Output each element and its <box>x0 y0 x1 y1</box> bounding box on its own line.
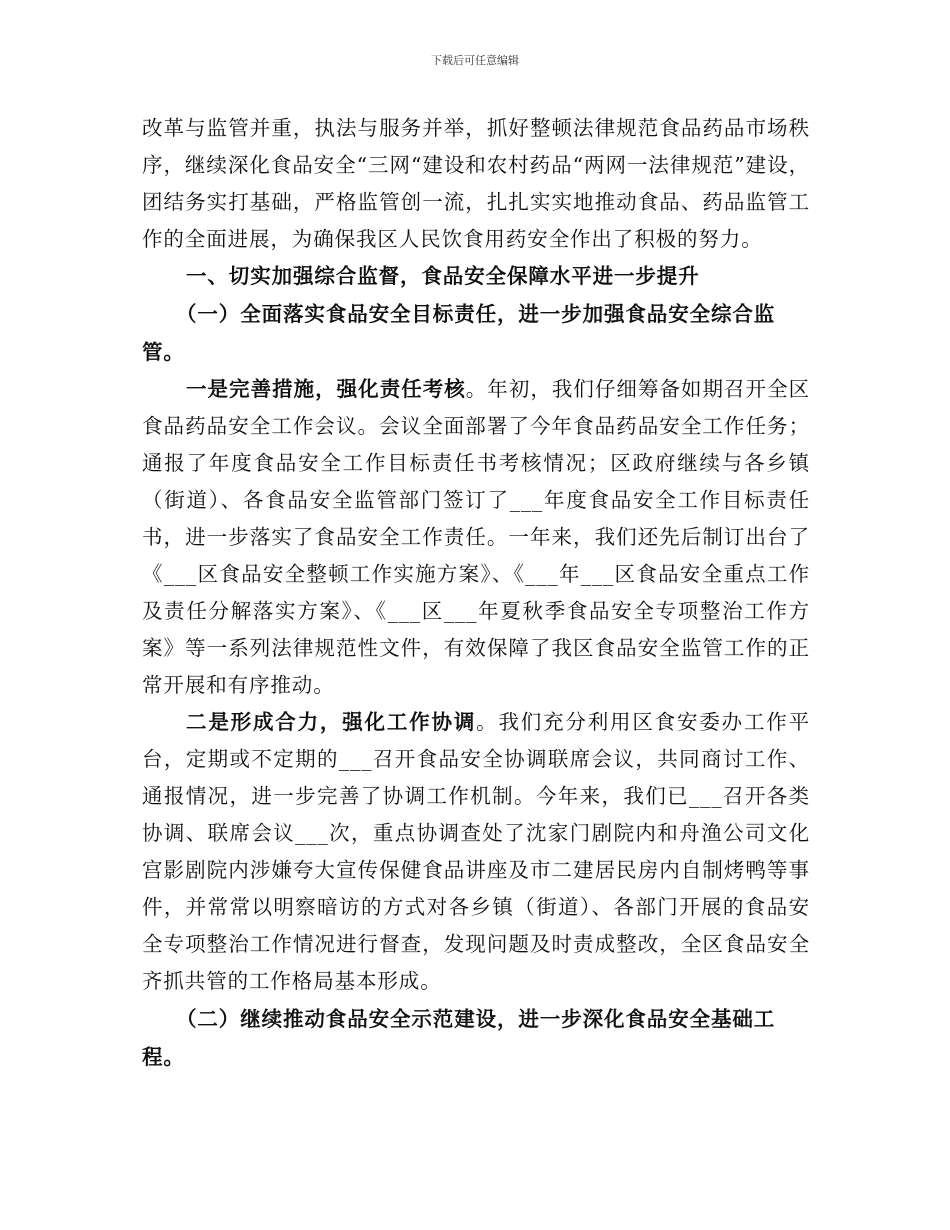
subsection-heading-2: （二）继续推动食品安全示范建设，进一步深化食品安全基础工程。 <box>142 1007 776 1069</box>
paragraph-1-body: 。年初，我们仔细筹备如期召开全区食品药品安全工作会议。会议全面部署了今年食品药品安全工作任务；通报了年度食品安全工作目标责任书考核情况；区政府继续与各乡镇（街道）、各食品安全监管部门签订了___年度食品安全工作目标责任书，进一步落实了食品安全工作责任。一年来，我们还先后制订出台了《___区食品安全整顿工作实施方案》、《___年___区食品安全重点工作及责任分解落实方案》、《___区___年夏秋季食品安全专项整治工作方案》等一系列法律规范性文件，有效保障了我区食品安全监管工作的正常开展和有序推动。 <box>142 377 810 697</box>
paragraph-intro: 改革与监管并重，执法与服务并举，抓好整顿法律规范食品药品市场秩序，继续深化食品安全“三网“建设和农村药品“两网一法律规范”建设，团结务实打基础，严格监管创一流，扎扎实实地推动食品、药品监管工作的全面进展，为确保我区人民饮食用药安全作出了积极的努力。 <box>142 116 810 251</box>
paragraph-1-lead: 一是完善措施，强化责任考核 <box>186 377 466 401</box>
paragraph-2-body: 。我们充分利用区食安委办工作平台，定期或不定期的___召开食品安全协调联席会议，共同商讨工作、通报情况，进一步完善了协调工作机制。今年来，我们已___召开各类协调、联席会议___次，重点协调查处了沈家门剧院内和舟渔公司文化宫影剧院内涉嫌夸大宣传保健食品讲座及市二建居民房内自制烤鸭等事件，并常常以明察暗访的方式对各乡镇（街道）、各部门开展的食品安全专项整治工作情况进行督查，发现问题及时责成整改，全区食品安全齐抓共管的工作格局基本形成。 <box>142 710 810 993</box>
paragraph-2-lead: 二是形成合力，强化工作协调 <box>186 710 477 734</box>
page-header: 下载后可任意编辑 <box>431 54 519 67</box>
paragraph-2 <box>142 704 810 1000</box>
document-body <box>142 110 810 1076</box>
section-heading-1: 一、切实加强综合监督，食品安全保障水平进一步提升 <box>186 264 700 288</box>
subsection-heading-1: （一）全面落实食品安全目标责任，进一步加强食品安全综合监管。 <box>142 302 776 364</box>
paragraph-1 <box>142 371 810 704</box>
